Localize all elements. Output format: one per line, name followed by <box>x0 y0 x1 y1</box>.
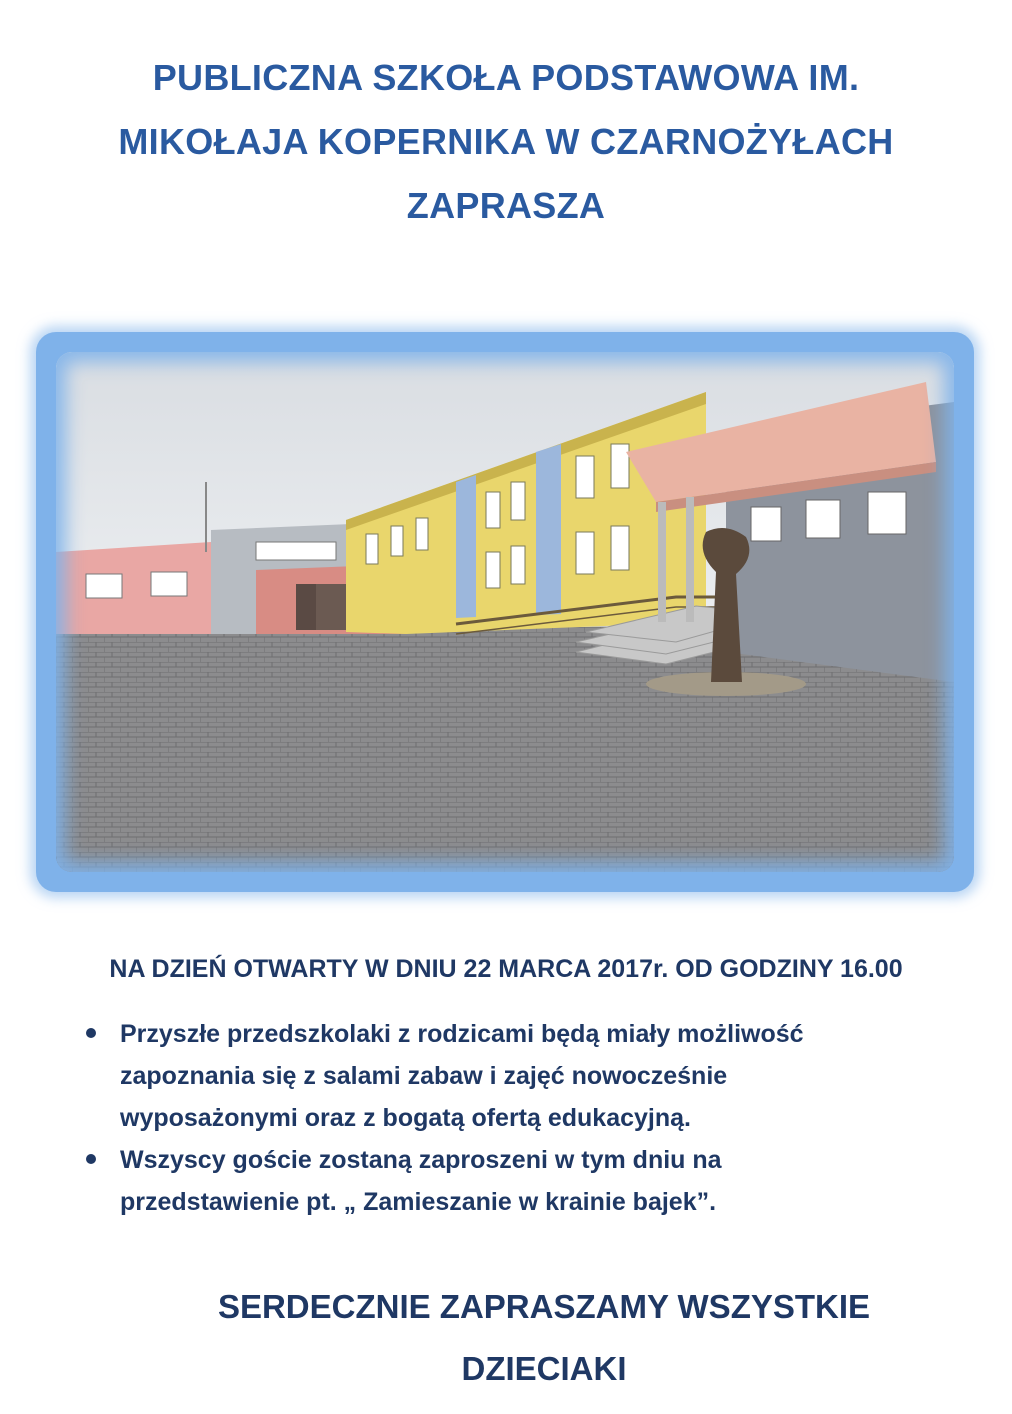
bullet-2-line-2: przedstawienie pt. „ Zamieszanie w krainie bajek”. <box>120 1188 717 1216</box>
poster-title <box>0 46 1012 238</box>
title-line-3: ZAPRASZA <box>406 185 606 226</box>
closing-line-1: SERDECZNIE ZAPRASZAMY WSZYSTKIE <box>217 1288 871 1325</box>
event-details-list <box>80 1013 960 1223</box>
school-building-photo <box>56 352 954 872</box>
bullet-1-line-2: zapoznania się z salami zabaw i zajęć nowocześnie <box>120 1062 728 1090</box>
title-line-2: MIKOŁAJA KOPERNIKA W CZARNOŻYŁACH <box>118 121 894 162</box>
bullet-icon <box>86 1154 96 1164</box>
bullet-1-line-3: wyposażonymi oraz z bogatą ofertą edukacyjną. <box>120 1104 691 1132</box>
title-line-1: PUBLICZNA SZKOŁA PODSTAWOWA IM. <box>152 57 860 98</box>
school-photo-frame <box>36 332 974 892</box>
event-date-heading: NA DZIEŃ OTWARTY W DNIU 22 MARCA 2017r. OD GODZINY 16.00 <box>109 955 903 983</box>
list-item <box>80 1139 960 1223</box>
closing-line-2: DZIECIAKI <box>461 1350 627 1387</box>
list-item <box>80 1013 960 1139</box>
closing-invitation <box>84 1276 1004 1400</box>
bullet-2-line-1: Wszyscy goście zostaną zaproszeni w tym dniu na <box>120 1146 722 1174</box>
bullet-1-line-1: Przyszłe przedszkolaki z rodzicami będą miały możliwość <box>120 1020 804 1048</box>
bullet-icon <box>86 1028 96 1038</box>
